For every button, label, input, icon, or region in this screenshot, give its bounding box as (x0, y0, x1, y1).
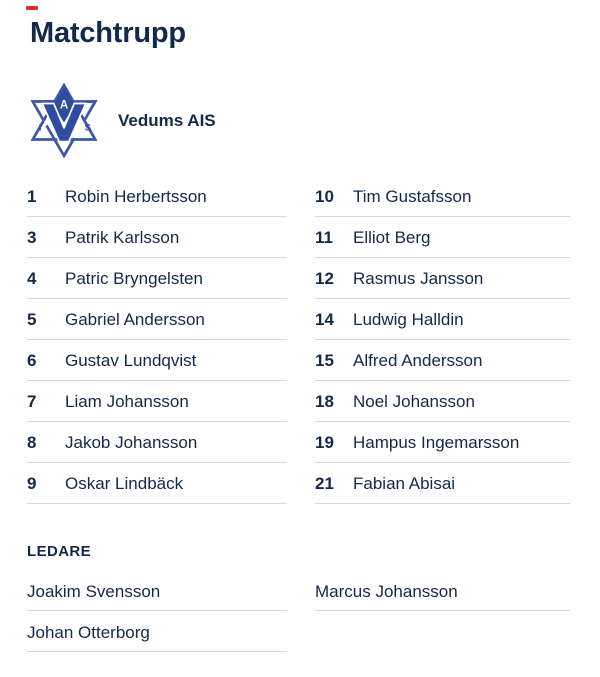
player-row (27, 217, 287, 258)
player-name: Robin Herbertsson (65, 187, 207, 206)
player-row (27, 422, 287, 463)
player-name: Elliot Berg (353, 228, 431, 247)
player-number: 21 (315, 474, 334, 493)
player-roster (27, 176, 570, 504)
player-row (315, 463, 570, 504)
player-name: Tim Gustafsson (353, 187, 472, 206)
player-name: Patric Bryngelsten (65, 269, 203, 288)
logo-letter-a: A (59, 99, 69, 112)
player-row (27, 176, 287, 217)
red-mark (26, 6, 38, 10)
player-row (315, 381, 570, 422)
club-header (30, 83, 216, 158)
roster-column-right (315, 176, 570, 504)
player-number: 9 (27, 474, 37, 493)
player-number: 1 (27, 187, 37, 206)
player-row (315, 340, 570, 381)
player-name: Oskar Lindbäck (65, 474, 184, 493)
player-number: 3 (27, 228, 37, 247)
player-number: 8 (27, 433, 37, 452)
logo-letter-s: S (84, 122, 91, 134)
player-name: Gustav Lundqvist (65, 351, 197, 370)
player-number: 10 (315, 187, 334, 206)
club-name: Vedums AIS (118, 110, 216, 130)
leaders-column-right (315, 570, 570, 652)
roster-column-left (27, 176, 287, 504)
player-row (27, 258, 287, 299)
leaders-column-left (27, 570, 287, 652)
player-name: Alfred Andersson (353, 351, 483, 370)
player-row (315, 422, 570, 463)
leader-row: Johan Otterborg (27, 611, 287, 652)
player-number: 14 (315, 310, 334, 329)
player-row (27, 463, 287, 504)
player-row (27, 340, 287, 381)
player-name: Gabriel Andersson (65, 310, 205, 329)
player-name: Jakob Johansson (65, 433, 198, 452)
page-title: Matchtrupp (30, 17, 186, 49)
player-name: Ludwig Halldin (353, 310, 464, 329)
player-number: 4 (27, 269, 37, 288)
player-name: Patrik Karlsson (65, 228, 180, 247)
player-name: Fabian Abisai (353, 474, 456, 493)
player-row (315, 258, 570, 299)
player-row (315, 217, 570, 258)
player-row (27, 299, 287, 340)
player-row (315, 299, 570, 340)
player-name: Liam Johansson (65, 392, 189, 411)
player-row (315, 176, 570, 217)
player-number: 7 (27, 392, 37, 411)
player-name: Hampus Ingemarsson (353, 433, 520, 452)
player-number: 18 (315, 392, 334, 411)
player-number: 5 (27, 310, 37, 329)
player-number: 12 (315, 269, 334, 288)
player-number: 15 (315, 351, 334, 370)
player-number: 6 (27, 351, 37, 370)
leader-row: Joakim Svensson (27, 570, 287, 611)
player-name: Rasmus Jansson (353, 269, 484, 288)
player-row (27, 381, 287, 422)
logo-letter-i: I (38, 122, 42, 134)
leaders-list (27, 570, 570, 652)
leader-row: Marcus Johansson (315, 570, 570, 611)
player-number: 11 (315, 228, 333, 247)
club-logo-icon (30, 83, 98, 158)
leaders-heading: LEDARE (27, 543, 92, 560)
player-name: Noel Johansson (353, 392, 475, 411)
player-number: 19 (315, 433, 334, 452)
